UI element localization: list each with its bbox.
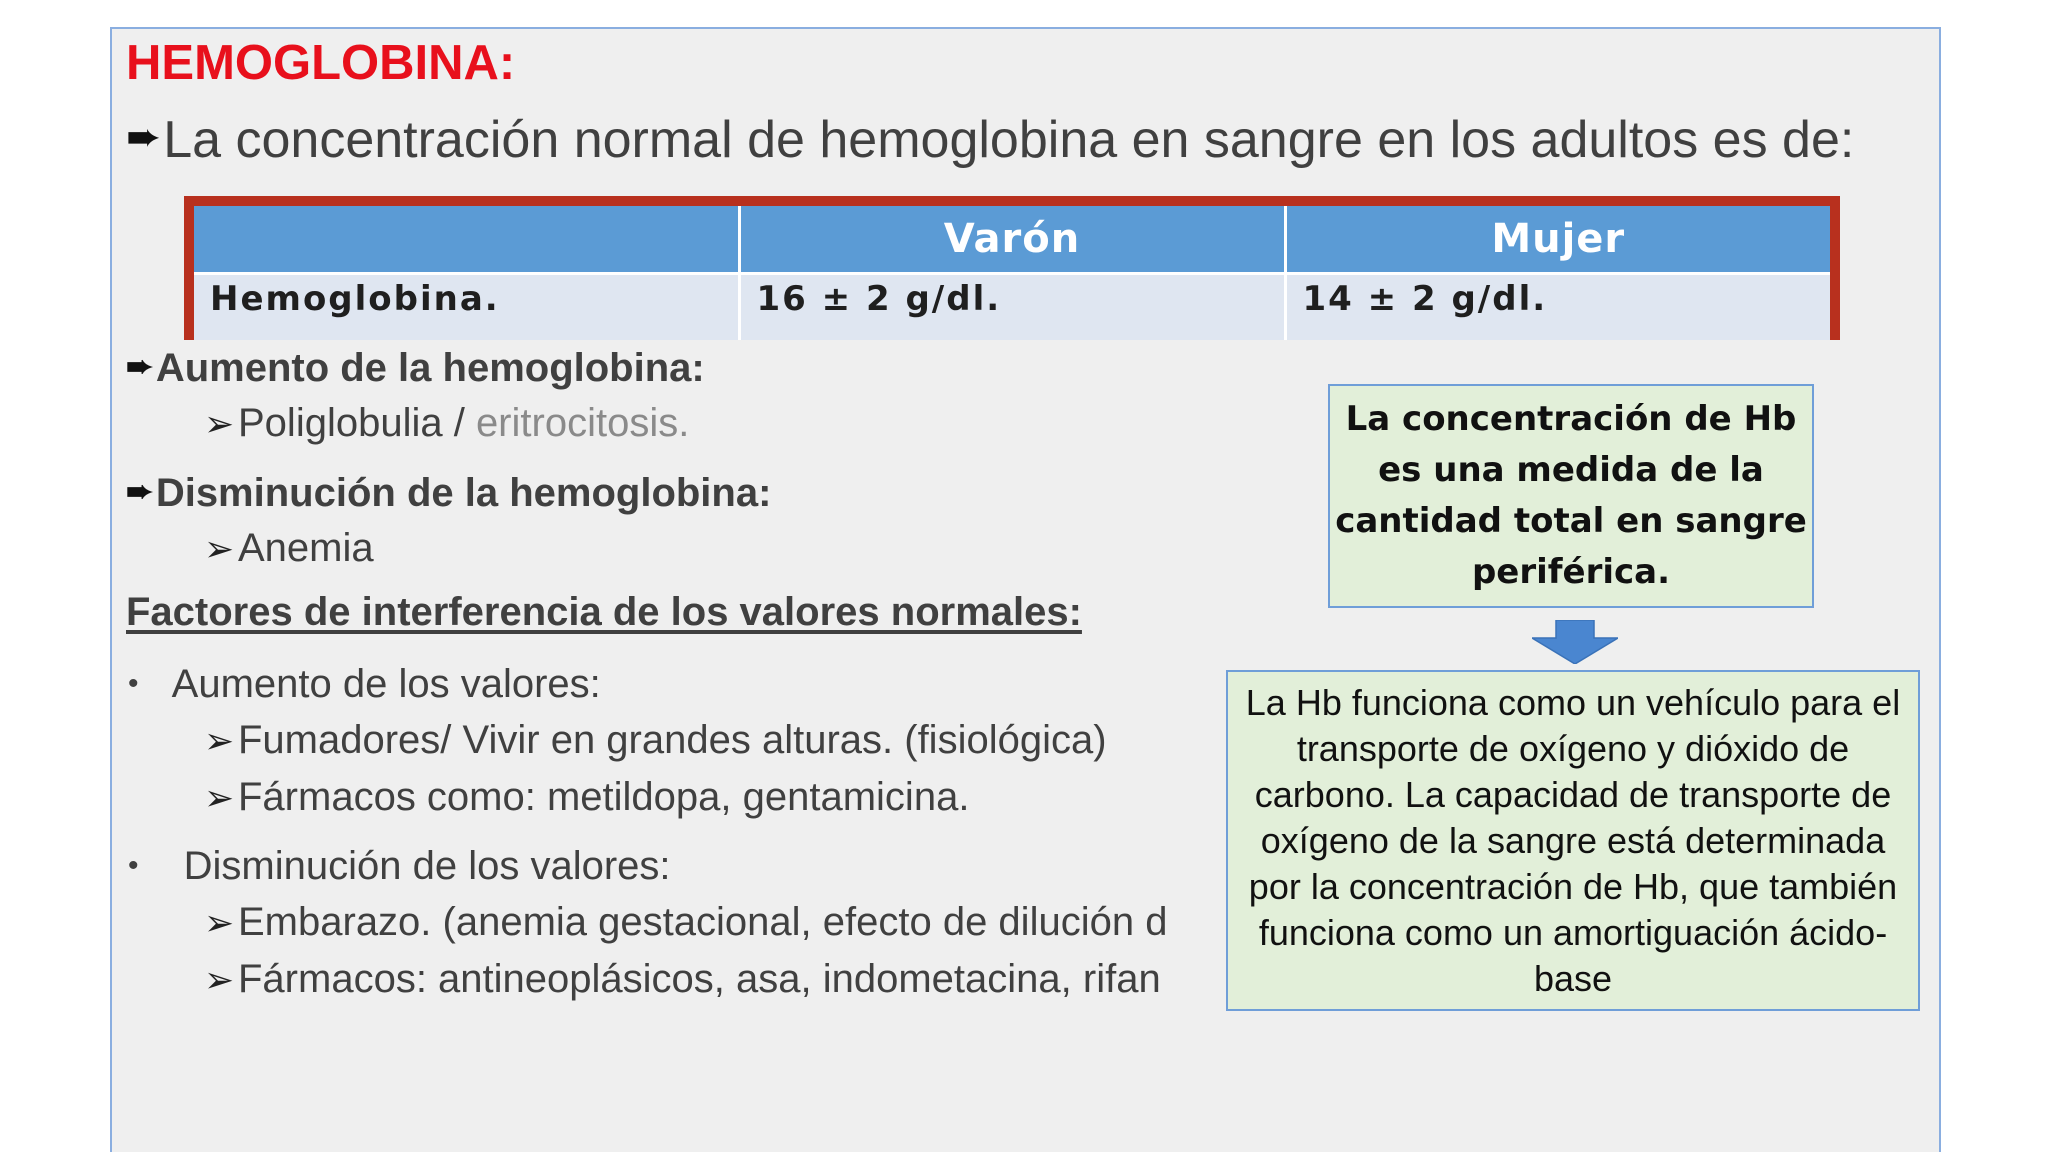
hb-function-callout xyxy=(1226,670,1920,1011)
decrease-heading: ➨Disminución de la hemoglobina: xyxy=(126,467,771,517)
chevron-right-icon: ➢ xyxy=(204,902,235,943)
chevron-right-icon: ➢ xyxy=(204,528,235,569)
intro-text: La concentración normal de hemoglobina en sangre en los adultos es de: xyxy=(163,111,1855,169)
list-item: ➢Fármacos: antineoplásicos, asa, indometacina, rifan xyxy=(204,955,1161,1004)
increase-item: ➢Poliglobulia / eritrocitosis. xyxy=(204,399,689,448)
list-item: ➢Embarazo. (anemia gestacional, efecto de dilución d xyxy=(204,898,1167,947)
chevron-right-icon: ➢ xyxy=(204,403,235,444)
list-item: ➢Fármacos como: metildopa, gentamicina. xyxy=(204,773,969,822)
slide-title: HEMOGLOBINA: xyxy=(126,36,516,90)
heavy-right-arrow-icon: ➨ xyxy=(126,348,153,384)
chevron-right-icon: ➢ xyxy=(204,959,235,1000)
bullet-dot-icon: • xyxy=(128,667,139,700)
hemoglobin-table xyxy=(184,196,1840,340)
table-header-row xyxy=(194,206,1830,274)
table-cell-mujer: 14 ± 2 g/dl. xyxy=(1285,274,1830,341)
factors-title: Factores de interferencia de los valores normales: xyxy=(126,590,1082,634)
factors-down-label: • Disminución de los valores: xyxy=(128,844,671,888)
heavy-right-arrow-icon: ➨ xyxy=(126,113,162,160)
chevron-right-icon: ➢ xyxy=(204,720,235,761)
down-arrow-icon xyxy=(1532,620,1618,664)
hb-function-text: La Hb funciona como un vehículo para el transporte de oxígeno y dióxido de carbono. La capacidad de transporte de oxígeno de la sangre está determinada por la concentración de Hb, que también funciona como un amortiguación ácido-base xyxy=(1245,681,1901,999)
table-header-mujer: Mujer xyxy=(1285,206,1830,274)
increase-heading: ➨Aumento de la hemoglobina: xyxy=(126,342,705,392)
intro-line xyxy=(126,105,1854,172)
hb-definition-callout xyxy=(1328,384,1814,608)
chevron-right-icon: ➢ xyxy=(204,777,235,818)
table-header-cell xyxy=(194,206,739,274)
table-cell-varon: 16 ± 2 g/dl. xyxy=(739,274,1285,341)
decrease-item: ➢Anemia xyxy=(204,524,374,573)
bullet-dot-icon: • xyxy=(128,849,139,882)
reference-values-table xyxy=(194,206,1830,340)
table-header-varon: Varón xyxy=(739,206,1285,274)
list-item: ➢Fumadores/ Vivir en grandes alturas. (fisiológica) xyxy=(204,716,1107,765)
table-row xyxy=(194,274,1830,341)
heavy-right-arrow-icon: ➨ xyxy=(126,473,153,509)
hb-definition-text: La concentración de Hb es una medida de la cantidad total en sangre periférica. xyxy=(1335,399,1807,592)
factors-up-label: • Aumento de los valores: xyxy=(128,662,601,706)
table-cell-label: Hemoglobina. xyxy=(194,274,739,341)
